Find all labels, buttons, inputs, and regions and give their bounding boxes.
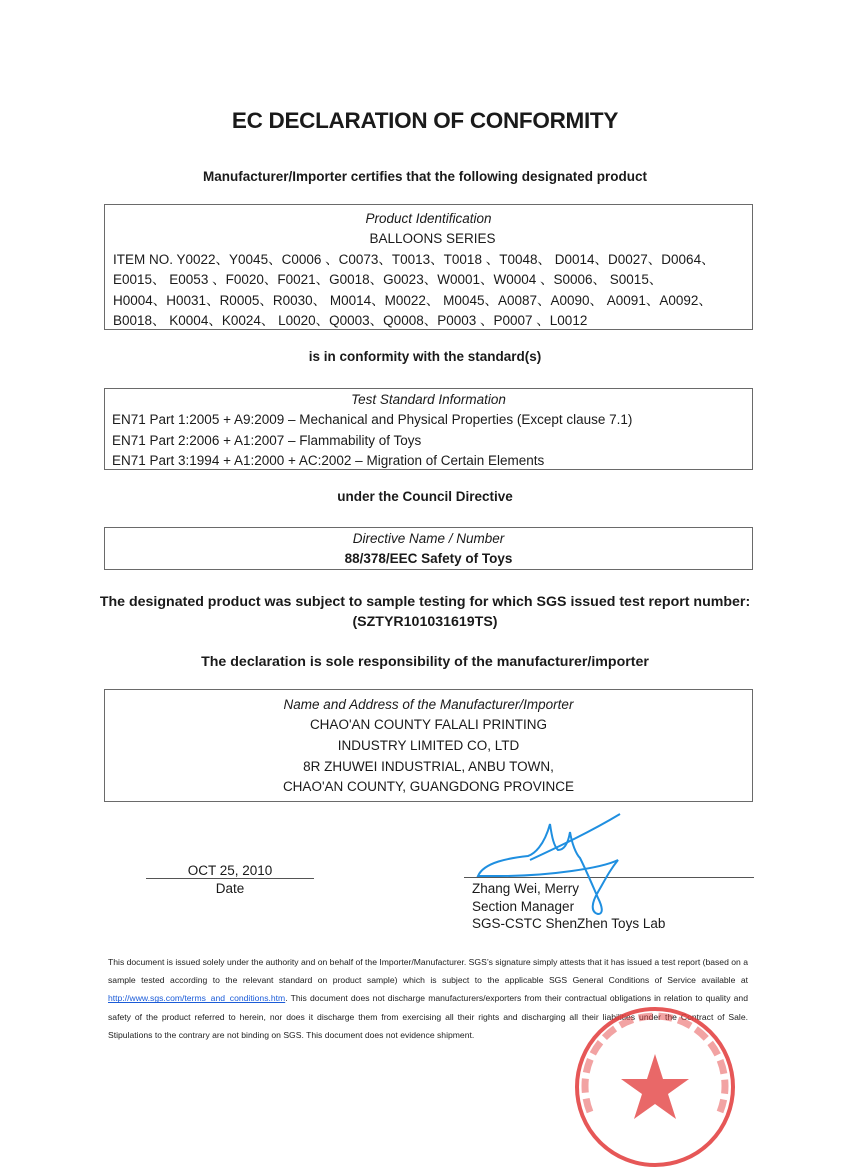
disclaimer-part2: . This document does not discharge manufacturers/exporters from their contractual obligations in relation to quality and safety of the product referred to herein, nor does it discharge them from exercising all their rights and discharging all their liabilities under the Contract of Sale. Stipulations to the contrary are not binding on SGS. This document does not evidence shipment. xyxy=(108,993,748,1040)
directive-box xyxy=(104,527,753,570)
date-label: Date xyxy=(215,881,245,896)
item-numbers-line: ITEM NO. Y0022、Y0045、C0006 、C0073、T0013、T0018 、T0048、 D0014、D0027、D0064、 xyxy=(113,251,715,267)
test-standard-box xyxy=(104,388,753,470)
test-standard-header: Test Standard Information xyxy=(351,392,506,407)
manufacturer-line: 8R ZHUWEI INDUSTRIAL, ANBU TOWN, xyxy=(303,758,554,774)
standard-item: EN71 Part 3:1994 + A1:2000 + AC:2002 – Migration of Certain Elements xyxy=(112,453,545,468)
directive-header: Directive Name / Number xyxy=(352,531,505,546)
product-series: BALLOONS SERIES xyxy=(369,231,496,246)
signatory-title: Section Manager xyxy=(472,899,575,914)
item-numbers-line: H0004、H0031、R0005、R0030、 M0014、M0022、 M0045、A0087、A0090、 A0091、A0092、 xyxy=(113,292,712,308)
company-seal-stamp xyxy=(570,1002,740,1170)
manufacturer-line: CHAO'AN COUNTY FALALI PRINTING xyxy=(309,717,548,732)
manufacturer-box xyxy=(104,689,753,802)
product-identification-header: Product Identification xyxy=(365,211,492,226)
product-identification-box xyxy=(104,204,753,330)
intro-line: Manufacturer/Importer certifies that the following designated product xyxy=(202,169,648,184)
terms-link[interactable]: http://www.sgs.com/terms_and_conditions.htm xyxy=(108,993,286,1004)
conformity-line: is in conformity with the standard(s) xyxy=(308,349,542,364)
report-number: (SZTYR101031619TS) xyxy=(352,614,498,630)
date-underline xyxy=(146,878,314,879)
testing-line: The designated product was subject to sample testing for which SGS issued test report number: xyxy=(99,594,751,610)
directive-value: 88/378/EEC Safety of Toys xyxy=(344,551,513,566)
item-numbers-line: E0015、 E0053 、F0020、F0021、G0018、G0023、W0001、W0004 、S0006、 S0015、 xyxy=(113,272,663,287)
disclaimer-part1: This document is issued solely under the authority and on behalf of the Importer/Manufacturer. SGS’s signature simply attests that it has issued a test report (based on a sample tested according to the relevant standard on product sample) which is subject to the applicable SGS General Conditions of Service available at xyxy=(108,957,748,986)
date-value: OCT 25, 2010 xyxy=(187,863,273,878)
responsibility-line: The declaration is sole responsibility of the manufacturer/importer xyxy=(201,654,649,670)
signatory-organization: SGS-CSTC ShenZhen Toys Lab xyxy=(472,916,666,931)
signatory-name: Zhang Wei, Merry xyxy=(472,881,580,896)
item-numbers-line: B0018、 K0004、K0024、 L0020、Q0003、Q0008、P0003 、P0007 、L0012 xyxy=(113,313,588,328)
standard-item: EN71 Part 2:2006 + A1:2007 – Flammability of Toys xyxy=(112,432,422,448)
standard-item: EN71 Part 1:2005 + A9:2009 – Mechanical and Physical Properties (Except clause 7.1) xyxy=(112,412,633,427)
manufacturer-header: Name and Address of the Manufacturer/Importer xyxy=(283,697,574,712)
manufacturer-line: INDUSTRY LIMITED CO, LTD xyxy=(337,737,520,753)
directive-line: under the Council Directive xyxy=(337,489,513,504)
manufacturer-line: CHAO'AN COUNTY, GUANGDONG PROVINCE xyxy=(282,779,575,795)
document-title: EC DECLARATION OF CONFORMITY xyxy=(231,108,619,133)
